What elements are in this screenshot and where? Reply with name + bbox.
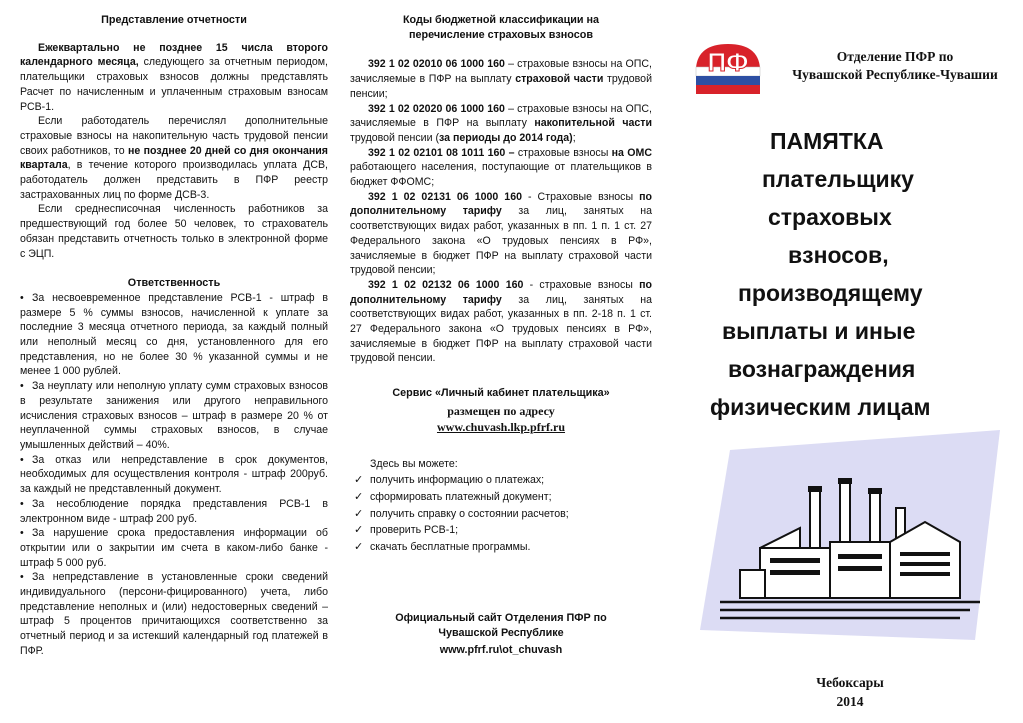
bold-text: Ежеквартально не позднее 15 числа второго календарного месяца, xyxy=(20,41,328,69)
bold-text: на ОМС xyxy=(611,146,652,159)
bold-text: страховой части xyxy=(515,73,604,86)
title-line: производящему xyxy=(738,280,923,306)
action-text: скачать бесплатные программы. xyxy=(370,540,531,553)
bold-text: 392 1 02 02010 06 1000 160 xyxy=(368,58,505,71)
heading-codes: Коды бюджетной классификации на перечисление страховых взносов xyxy=(402,14,600,41)
budget-code-entry xyxy=(350,102,652,146)
service-url-link[interactable]: www.chuvash.lkp.pfrf.ru xyxy=(436,419,566,434)
column-codes xyxy=(350,0,652,658)
responsibility-item xyxy=(20,497,328,526)
responsibility-item xyxy=(20,379,328,453)
responsibility-text: За несвоевременное представление РСВ-1 - штраф в размере 5 % суммы взносов, начисленной к уплате за последние 3 месяца отчетного периода, за каждый полный или неполный месяц со дня, установленного для его представления, но не более 30 % указанной суммы и не менее 1 000 рублей. xyxy=(20,291,328,378)
service-title: Сервис «Личный кабинет плательщика» xyxy=(392,387,610,400)
bullet-icon: • xyxy=(20,527,24,540)
action-item xyxy=(350,539,652,556)
bold-text: 392 1 02 02020 06 1000 160 xyxy=(368,102,505,115)
text: страховые взносы xyxy=(514,146,612,159)
bold-text: по дополнительному тарифу xyxy=(350,278,652,306)
action-text: проверить РСВ-1; xyxy=(370,524,459,537)
title-line: страховых xyxy=(768,204,892,230)
heading-responsibility: Ответственность xyxy=(127,277,221,290)
bullet-icon: • xyxy=(20,380,24,393)
bold-text: 392 1 02 02132 06 1000 160 xyxy=(368,278,524,291)
logo-lettering: ПФ xyxy=(707,47,749,77)
action-item xyxy=(350,489,652,506)
heading-reporting: Представление отчетности xyxy=(101,14,247,26)
responsibility-item xyxy=(20,570,328,658)
bold-text: 392 1 02 02131 06 1000 160 xyxy=(368,190,522,203)
title-line: выплаты и иные xyxy=(722,318,916,344)
responsibility-item xyxy=(20,526,328,570)
text: - Страховые взносы xyxy=(521,190,640,203)
year: 2014 xyxy=(836,694,864,709)
title-line: взносов, xyxy=(788,242,889,268)
responsibility-text: За нарушение срока предоставления информации об открытии или о закрытии им счета в каком-либо банке - штраф 5 000 руб. xyxy=(20,527,328,569)
text: Если работодатель перечислял дополнительные страховые взносы на накопительную часть трудовой пенсии своих работников, то xyxy=(20,115,328,157)
responsibility-text: За несоблюдение порядка представления РСВ-1 в электронном виде - штраф 200 руб. xyxy=(20,497,328,525)
checkmark-icon: ✓ xyxy=(354,474,364,487)
bold-text: за периоды до 2014 года) xyxy=(439,131,573,144)
paragraph-dsv xyxy=(20,114,328,202)
text: за лиц, занятых на соответствующих видах работ, указанных в пп. 1 п. 1 ст. 27 Федерального закона «О трудовых пенсиях в РФ», зачисляемые в бюджет ПФР на выплату страховой части трудовой пенсии; xyxy=(350,205,652,277)
bold-text: по дополнительному тарифу xyxy=(350,190,652,218)
checkmark-icon: ✓ xyxy=(354,507,364,520)
title-line: вознаграждения xyxy=(728,356,916,382)
bullet-icon: • xyxy=(20,453,24,466)
title-line: плательщику xyxy=(762,166,914,192)
text: работающего населения, поступающие от плательщиков в бюджет ФФОМС; xyxy=(350,161,652,189)
checkmark-icon: ✓ xyxy=(354,491,364,504)
action-text: получить справку о состоянии расчетов; xyxy=(370,507,569,520)
responsibility-text: За неуплату или неполную уплату сумм страховых взносов в результате занижения или другого неправильного исчисления страховых взносов – штраф в размере 20 % от неуплаченной суммы страховых взносов, в случае умышленных действий – 40%. xyxy=(20,380,328,451)
can-do-label: Здесь вы можете: xyxy=(370,457,458,470)
official-site-url-link[interactable]: www.pfrf.ru\ot_chuvash xyxy=(439,643,563,656)
title-line: физическим лицам xyxy=(710,394,931,420)
pfr-logo xyxy=(692,38,764,96)
factory-icon xyxy=(700,430,1000,640)
actions-list xyxy=(350,472,652,555)
city: Чебоксары xyxy=(816,675,884,690)
bold-text: 392 1 02 02101 08 1011 160 – xyxy=(368,146,515,159)
paragraph-quarterly xyxy=(20,41,328,115)
service-subtitle: размещен по адресу xyxy=(447,403,555,418)
responsibility-text: За отказ или непредставление в срок документов, необходимых для осуществления контроля - штраф 200руб. за каждый не представленный документ. xyxy=(20,453,328,496)
org-line2: Чувашской Республике-Чувашии xyxy=(792,67,998,82)
column-reporting xyxy=(20,0,328,659)
bold-text: не позднее 20 дней со дня окончания квартала xyxy=(20,144,328,172)
text: следующего за отчетным периодом, плательщики страховых взносов должны представлять Расчет по начисленным и уплаченным страховым взносам РСВ-1. xyxy=(20,56,329,113)
bullet-icon: • xyxy=(20,497,24,510)
action-item xyxy=(350,522,652,539)
responsibility-list xyxy=(20,291,328,659)
text: ; xyxy=(572,131,576,144)
budget-code-entry xyxy=(350,190,652,278)
responsibility-item xyxy=(20,453,328,497)
budget-code-entry xyxy=(350,57,652,101)
action-text: сформировать платежный документ; xyxy=(370,491,552,504)
bullet-icon: • xyxy=(20,291,24,304)
text: - страховые взносы xyxy=(523,278,640,291)
paragraph-electronic: Если среднесписочная численность работников за предшествующий год более 50 человек, то страхователь обязан представить отчетность только в электронной форме с ЭЦП. xyxy=(20,203,328,260)
responsibility-item xyxy=(20,291,328,379)
org-line1: Отделение ПФР по xyxy=(836,49,954,64)
text: , в течение которого производилась уплата ДСВ, работодатель должен представить в ПФР реестр застрахованных лиц по форме ДСВ-3. xyxy=(20,159,328,201)
bold-text: накопительной части xyxy=(534,117,652,130)
official-site-line1: Официальный сайт Отделения ПФР по xyxy=(395,612,607,625)
text: трудовой пенсии; xyxy=(350,73,652,100)
codes-list xyxy=(350,57,652,366)
official-site-line2: Чувашской Республике xyxy=(438,627,564,640)
action-item xyxy=(350,506,652,523)
budget-code-entry xyxy=(350,278,652,366)
factory-illustration xyxy=(700,430,1000,640)
responsibility-text: За непредставление в установленные сроки сведений индивидуального (персони-фицированного) учета, либо представление неполных и (или) недостоверных сведений – штраф 5 процентов причитающихся соответственно за отчетный период и за истекший календарный год платежей в ПФР. xyxy=(20,571,328,657)
text: трудовой пенсии ( xyxy=(350,131,439,144)
action-item xyxy=(350,472,652,489)
text: за лиц, занятых на соответствующих видах работ, указанных в пп. 2-18 п. 1 ст. 27 Федерального закона «О трудовых пенсиях в РФ», зачисляемые в бюджет ПФР на выплату страховой части трудовой пенсии. xyxy=(350,293,652,365)
bullet-icon: • xyxy=(20,571,24,584)
pfr-logo-icon xyxy=(692,38,764,96)
action-text: получить информацию о платежах; xyxy=(370,474,545,487)
title-line: ПАМЯТКА xyxy=(770,128,884,154)
text: – страховые взносы на ОПС, зачисляемые в ПФР на выплату xyxy=(350,58,652,86)
checkmark-icon: ✓ xyxy=(354,524,364,537)
checkmark-icon: ✓ xyxy=(354,540,364,553)
text: – страховые взносы на ОПС, зачисляемые в ПФР на выплату xyxy=(350,102,652,130)
budget-code-entry xyxy=(350,146,652,190)
